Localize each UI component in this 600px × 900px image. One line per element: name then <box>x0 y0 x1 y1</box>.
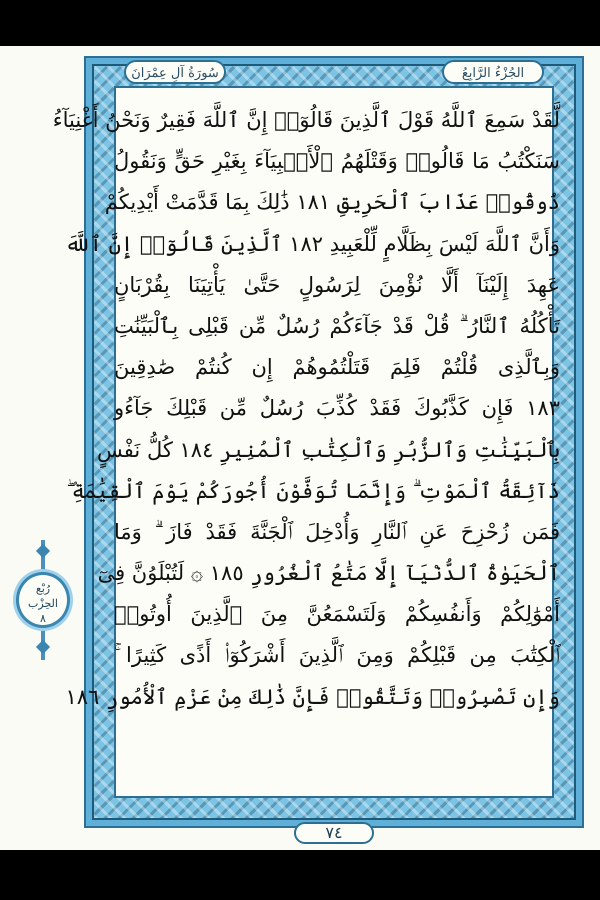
hizb-label-quarter: رُبْع <box>35 582 51 595</box>
verse-text-block <box>52 100 560 800</box>
surah-name-label: سُورَةُ آلِ عِمْرَانَ <box>124 60 226 84</box>
verse-line: ٱلْحَيَوٰةُ ٱلدُّنْيَآ إِلَّا مَتَٰعُ ٱلْغُرُورِ ١٨٥ ۞ لَتُبْلَوُنَّ فِىٓ <box>97 561 560 586</box>
verse-line: بِٱلْبَيِّنَٰتِ وَٱلزُّبُرِ وَٱلْكِتَٰبِ ٱلْمُنِيرِ ١٨٤ كُلُّ نَفْسٍ <box>97 437 560 462</box>
hizb-number: ٨ <box>40 612 46 625</box>
top-black-bar <box>0 0 600 46</box>
verse-line: ١٨٣ فَإِن كَذَّبُوكَ فَقَدْ كُذِّبَ رُسُلٌ مِّن قَبْلِكَ جَآءُو <box>114 396 560 421</box>
verse-line: وَأَنَّ ٱللَّهَ لَيْسَ بِظَلَّامٍ لِّلْعَبِيدِ ١٨٢ ٱلَّذِينَ قَالُوٓا۟ إِنَّ ٱللَّهَ <box>65 231 560 256</box>
leaf-ornament <box>36 544 50 558</box>
hizb-quarter-marker <box>14 540 72 660</box>
verse-line: ذُوقُوا۟ عَذَابَ ٱلْحَرِيقِ ١٨١ ذَٰلِكَ بِمَا قَدَّمَتْ أَيْدِيكُمْ <box>104 190 560 215</box>
verse-line: فَمَن زُحْزِحَ عَنِ ٱلنَّارِ وَأُدْخِلَ ٱلْجَنَّةَ فَقَدْ فَازَ ۗ وَمَا <box>114 519 560 544</box>
verse-line: أَمْوَٰلِكُمْ وَأَنفُسِكُمْ وَلَتَسْمَعُنَّ مِنَ ٱلَّذِينَ أُوتُوا۟ <box>114 602 560 627</box>
hizb-label-hizb: الحِزْب <box>28 597 58 610</box>
juz-name-label: الجُزْءُ الرَّابِعُ <box>442 60 544 84</box>
verse-line: تَأْكُلُهُ ٱلنَّارُ ۗ قُلْ قَدْ جَآءَكُمْ رُسُلٌ مِّن قَبْلِى بِٱلْبَيِّنَٰتِ <box>114 313 560 338</box>
hizb-medallion <box>16 572 70 628</box>
leaf-ornament <box>36 640 50 654</box>
verse-line: عَهِدَ إِلَيْنَآ أَلَّا نُؤْمِنَ لِرَسُولٍ حَتَّىٰ يَأْتِيَنَا بِقُرْبَانٍ <box>114 272 560 297</box>
verse-line: وَبِٱلَّذِى قُلْتُمْ فَلِمَ قَتَلْتُمُوهُمْ إِن كُنتُمْ صَٰدِقِينَ <box>114 355 560 380</box>
verse-line: سَنَكْتُبُ مَا قَالُوا۟ وَقَتْلَهُمُ ٱلْأَنۢبِيَآءَ بِغَيْرِ حَقٍّ وَنَقُولُ <box>114 149 560 174</box>
page-number: ٧٤ <box>294 822 374 844</box>
bottom-black-bar <box>0 850 600 900</box>
verse-line: ذَآئِقَةُ ٱلْمَوْتِ ۗ وَإِنَّمَا تُوَفَّوْنَ أُجُورَكُمْ يَوْمَ ٱلْقِيَٰمَةِ ۖ <box>66 478 560 503</box>
verse-line: لَّقَدْ سَمِعَ ٱللَّهُ قَوْلَ ٱلَّذِينَ قَالُوٓا۟ إِنَّ ٱللَّهَ فَقِيرٌ وَنَحْنُ أَغْنِيَآءُ <box>52 108 560 132</box>
page-header <box>84 52 584 92</box>
verse-line: ٱلْكِتَٰبَ مِن قَبْلِكُمْ وَمِنَ ٱلَّذِينَ أَشْرَكُوٓا۟ أَذًى كَثِيرًا ۚ <box>114 643 560 668</box>
verse-line: وَإِن تَصْبِرُوا۟ وَتَتَّقُوا۟ فَإِنَّ ذَٰلِكَ مِنْ عَزْمِ ٱلْأُمُورِ ١٨٦ <box>65 684 560 709</box>
